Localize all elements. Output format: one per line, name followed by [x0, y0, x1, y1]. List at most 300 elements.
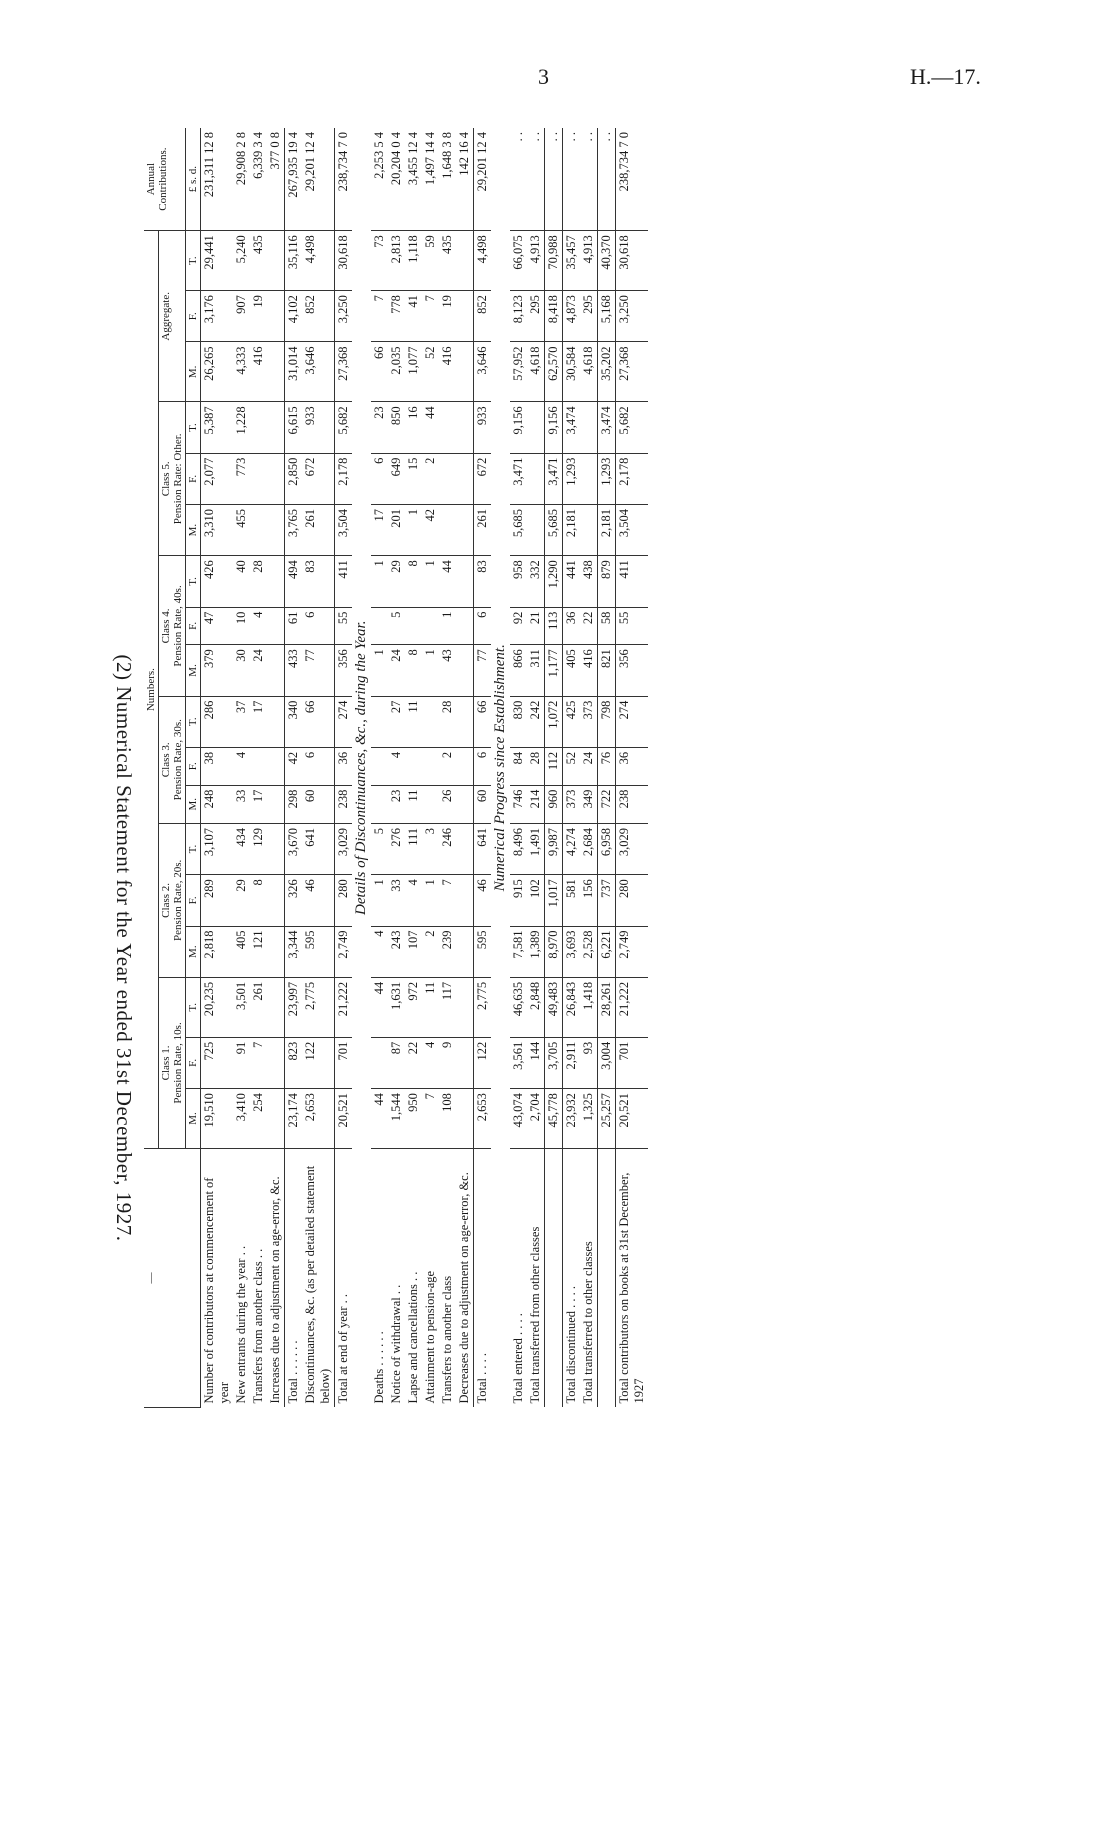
table-cell: 907: [233, 291, 250, 342]
table-cell: 1,017: [545, 875, 563, 926]
table-cell: 722: [598, 785, 616, 823]
table-cell: 4,498: [302, 231, 335, 291]
table-cell: [527, 402, 545, 453]
table-cell: 2,749: [616, 926, 649, 977]
table-cell: 246: [439, 823, 456, 874]
table-cell: 2,035: [388, 342, 405, 402]
table-cell: 494: [285, 556, 303, 607]
table-cell: 1,077: [405, 342, 422, 402]
table-cell: 933: [474, 402, 492, 453]
table-cell: 6: [302, 747, 335, 785]
table-cell: 3,176: [201, 291, 234, 342]
table-cell: 238,734 7 0: [616, 128, 649, 231]
table-cell: 29,201 12 4: [302, 128, 335, 231]
table-cell: 17: [371, 504, 388, 555]
table-cell: 298: [285, 785, 303, 823]
table-cell: 3,504: [335, 504, 353, 555]
table-cell: 15: [405, 453, 422, 504]
table-cell: 238: [616, 785, 649, 823]
table-cell: 28: [250, 556, 267, 607]
table-cell: 66: [371, 342, 388, 402]
table-cell: 3,765: [285, 504, 303, 555]
table-cell: 4,102: [285, 291, 303, 342]
table-cell: 581: [563, 875, 581, 926]
table-cell: 5,682: [616, 402, 649, 453]
discontinuances-section-title: Details of Discontinuances, &c., during the Year.: [353, 620, 369, 915]
table-row: [563, 128, 581, 1408]
table-cell: [456, 785, 474, 823]
table-row: [545, 128, 563, 1408]
table-cell: [456, 747, 474, 785]
table-cell: 595: [474, 926, 492, 977]
table-cell: 852: [302, 291, 335, 342]
table-cell: 35,457: [563, 231, 581, 291]
table-cell: 26,265: [201, 342, 234, 402]
table-cell: [405, 747, 422, 785]
table-cell: 6,615: [285, 402, 303, 453]
table-cell: [422, 607, 439, 645]
table-cell: 326: [285, 875, 303, 926]
table-cell: 6,339 3 4: [250, 128, 267, 231]
table-cell: 62,570: [545, 342, 563, 402]
table-cell: 46,635: [510, 977, 527, 1037]
table-cell: [527, 504, 545, 555]
table-cell: 129: [250, 823, 267, 874]
table-cell: 33: [388, 875, 405, 926]
table-cell: 107: [405, 926, 422, 977]
table-cell: 55: [335, 607, 353, 645]
table-cell: 1,544: [388, 1089, 405, 1149]
table-cell: 3,561: [510, 1037, 527, 1088]
row-label: Total discontinued . . . .: [563, 1149, 581, 1408]
table-cell: 60: [302, 785, 335, 823]
aggregate-header: Aggregate.: [159, 231, 186, 402]
row-label: Attainment to pension-age: [423, 1270, 437, 1404]
table-cell: 58: [598, 607, 616, 645]
table-cell: 311: [527, 645, 545, 696]
table-cell: 29: [233, 875, 250, 926]
table-cell: 1: [405, 504, 422, 555]
table-cell: 373: [563, 785, 581, 823]
subheader-m: M.: [186, 645, 201, 696]
row-label: New entrants during the year . .: [234, 1245, 248, 1404]
table-cell: 45,778: [545, 1089, 563, 1149]
statement-title: (2) Numerical Statement for the Year ended 31st December, 1927.: [112, 654, 136, 1242]
table-cell: 6,958: [598, 823, 616, 874]
row-label: Total . . . . . .: [285, 1149, 303, 1408]
table-cell: 267,935 19 4: [285, 128, 303, 231]
table-cell: [267, 1089, 285, 1149]
table-cell: 3,471: [545, 453, 563, 504]
table-cell: 43: [439, 645, 456, 696]
table-cell: 42: [285, 747, 303, 785]
table-cell: 36: [616, 747, 649, 785]
table-row: [201, 128, 234, 1408]
table-cell: 2,775: [474, 977, 492, 1037]
table-cell: 27,368: [616, 342, 649, 402]
table-cell: 19,510: [201, 1089, 234, 1149]
table-cell: 4: [405, 875, 422, 926]
table-cell: [267, 453, 285, 504]
table-cell: 77: [474, 645, 492, 696]
table-cell: 1: [371, 875, 388, 926]
table-cell: 4: [371, 926, 388, 977]
table-cell: . .: [545, 128, 563, 231]
table-cell: 40,370: [598, 231, 616, 291]
table-cell: [422, 747, 439, 785]
table-cell: 37: [233, 696, 250, 747]
table-cell: 4,913: [580, 231, 598, 291]
table-cell: 4: [388, 747, 405, 785]
table-cell: [422, 785, 439, 823]
table-cell: 55: [616, 607, 649, 645]
table-row: [580, 128, 598, 1408]
table-cell: 6: [474, 607, 492, 645]
table-cell: 121: [250, 926, 267, 977]
row-label: Transfers to another class: [440, 1275, 454, 1404]
subheader-m: M.: [186, 504, 201, 555]
table-cell: 2,178: [616, 453, 649, 504]
table-cell: 405: [563, 645, 581, 696]
row-label: Transfers from another class . .: [251, 1248, 265, 1404]
table-cell: 261: [474, 504, 492, 555]
table-cell: 3,705: [545, 1037, 563, 1088]
table-cell: 28,261: [598, 977, 616, 1037]
table-cell: 7: [422, 291, 439, 342]
table-cell: [267, 402, 285, 453]
table-cell: 44: [422, 402, 439, 453]
table-cell: 21,222: [616, 977, 649, 1037]
table-cell: 4,618: [580, 342, 598, 402]
subheader-m: M.: [186, 785, 201, 823]
table-cell: 25,257: [598, 1089, 616, 1149]
table-cell: 248: [201, 785, 234, 823]
table-row: [233, 128, 250, 1408]
table-cell: 852: [474, 291, 492, 342]
subheader-m: M.: [186, 1089, 201, 1149]
table-cell: 821: [598, 645, 616, 696]
table-cell: [580, 402, 598, 453]
numerical-statement-table: [144, 128, 648, 1408]
table-cell: 9,156: [510, 402, 527, 453]
table-cell: 435: [439, 231, 456, 291]
table-cell: [267, 977, 285, 1037]
table-cell: 672: [302, 453, 335, 504]
table-cell: 36: [335, 747, 353, 785]
table-cell: . .: [510, 128, 527, 231]
table-cell: 76: [598, 747, 616, 785]
table-cell: [456, 645, 474, 696]
table-cell: 1: [371, 556, 388, 607]
table-cell: 295: [580, 291, 598, 342]
table-cell: 3,455 12 4: [405, 128, 422, 231]
subheader-f: F.: [186, 875, 201, 926]
table-cell: . .: [563, 128, 581, 231]
row-label: Number of contributors at commencement of year: [202, 1177, 231, 1404]
table-cell: 2: [439, 747, 456, 785]
table-cell: 17: [250, 696, 267, 747]
table-cell: 915: [510, 875, 527, 926]
row-label: [598, 1149, 616, 1408]
table-cell: 24: [250, 645, 267, 696]
table-cell: 958: [510, 556, 527, 607]
table-cell: [527, 453, 545, 504]
table-cell: [371, 607, 388, 645]
table-cell: 1,293: [563, 453, 581, 504]
table-cell: 144: [527, 1037, 545, 1088]
table-cell: 866: [510, 645, 527, 696]
table-cell: [456, 556, 474, 607]
subheader-t: T.: [186, 977, 201, 1037]
table-cell: . .: [527, 128, 545, 231]
table-cell: 243: [388, 926, 405, 977]
table-cell: 66: [474, 696, 492, 747]
table-cell: 11: [422, 977, 439, 1037]
table-cell: 8,418: [545, 291, 563, 342]
table-cell: 31,014: [285, 342, 303, 402]
table-cell: 59: [422, 231, 439, 291]
table-cell: 214: [527, 785, 545, 823]
table-cell: 2,749: [335, 926, 353, 977]
document-reference: H.—17.: [910, 64, 981, 89]
table-cell: 286: [201, 696, 234, 747]
table-cell: 29,908 2 8: [233, 128, 250, 231]
table-cell: 7: [422, 1089, 439, 1149]
table-cell: [456, 823, 474, 874]
table-cell: 280: [616, 875, 649, 926]
class4-header: Class 4. Pension Rate, 40s.: [159, 556, 186, 696]
table-cell: [456, 504, 474, 555]
subheader-f: F.: [186, 291, 201, 342]
progress-section-title: Numerical Progress since Establishment.: [492, 644, 508, 892]
table-cell: 933: [302, 402, 335, 453]
table-cell: 238,734 7 0: [335, 128, 353, 231]
table-cell: 47: [201, 607, 234, 645]
table-cell: 850: [388, 402, 405, 453]
table-cell: 2,813: [388, 231, 405, 291]
table-cell: 2: [422, 453, 439, 504]
table-cell: [267, 504, 285, 555]
table-cell: 23,932: [563, 1089, 581, 1149]
table-cell: 20,204 0 4: [388, 128, 405, 231]
table-cell: 426: [201, 556, 234, 607]
table-cell: 405: [233, 926, 250, 977]
table-cell: [250, 453, 267, 504]
table-cell: 156: [580, 875, 598, 926]
table-cell: 19: [439, 291, 456, 342]
rotated-statement: [94, 88, 1114, 1808]
table-row: [388, 128, 405, 1408]
table-cell: 3,670: [285, 823, 303, 874]
table-row: [405, 128, 422, 1408]
table-cell: [456, 231, 474, 291]
table-row: [302, 128, 335, 1408]
table-cell: 60: [474, 785, 492, 823]
table-cell: [456, 875, 474, 926]
table-cell: 20,235: [201, 977, 234, 1037]
table-cell: [267, 926, 285, 977]
table-cell: 595: [302, 926, 335, 977]
table-cell: 29,201 12 4: [474, 128, 492, 231]
table-cell: 1,497 14 4: [422, 128, 439, 231]
table-cell: 356: [616, 645, 649, 696]
subheader-f: F.: [186, 747, 201, 785]
table-cell: 2,181: [598, 504, 616, 555]
table-cell: 280: [335, 875, 353, 926]
table-cell: 1,418: [580, 977, 598, 1037]
table-cell: 823: [285, 1037, 303, 1088]
table-cell: 242: [527, 696, 545, 747]
table-cell: 44: [439, 556, 456, 607]
table-cell: 5: [371, 823, 388, 874]
table-cell: 5,685: [545, 504, 563, 555]
table-cell: [371, 785, 388, 823]
table-cell: 435: [250, 231, 267, 291]
table-row: [598, 128, 616, 1408]
table-cell: [405, 607, 422, 645]
table-cell: 377 0 8: [267, 128, 285, 231]
table-cell: 83: [302, 556, 335, 607]
table-cell: 425: [563, 696, 581, 747]
table-cell: 111: [405, 823, 422, 874]
table-cell: 23: [371, 402, 388, 453]
table-cell: 3,474: [563, 402, 581, 453]
table-cell: 379: [201, 645, 234, 696]
table-row: [422, 128, 439, 1408]
table-cell: [456, 291, 474, 342]
table-cell: 41: [405, 291, 422, 342]
table-cell: 26,843: [563, 977, 581, 1037]
table-cell: 57,952: [510, 342, 527, 402]
table-row: [474, 128, 492, 1408]
table-cell: 274: [616, 696, 649, 747]
table-cell: 44: [371, 977, 388, 1037]
table-cell: 261: [302, 504, 335, 555]
table-cell: 4,333: [233, 342, 250, 402]
table-cell: 9: [439, 1037, 456, 1088]
table-cell: 3,471: [510, 453, 527, 504]
table-cell: 6,221: [598, 926, 616, 977]
table-cell: 40: [233, 556, 250, 607]
table-cell: 3,250: [335, 291, 353, 342]
table-cell: 2,253 5 4: [371, 128, 388, 231]
table-cell: 4,873: [563, 291, 581, 342]
table-cell: 2,818: [201, 926, 234, 977]
table-cell: 261: [250, 977, 267, 1037]
row-label: Total at end of year . .: [335, 1149, 353, 1408]
table-cell: 102: [527, 875, 545, 926]
table-row: [267, 128, 285, 1408]
table-cell: [371, 747, 388, 785]
table-cell: 5,240: [233, 231, 250, 291]
table-cell: [267, 785, 285, 823]
table-cell: 6: [474, 747, 492, 785]
class2-header: Class 2. Pension Rate, 20s.: [159, 823, 186, 977]
table-cell: 2,775: [302, 977, 335, 1037]
table-cell: 7: [439, 875, 456, 926]
table-cell: 2,684: [580, 823, 598, 874]
table-cell: 16: [405, 402, 422, 453]
table-cell: 93: [580, 1037, 598, 1088]
table-cell: 4: [233, 747, 250, 785]
table-cell: 30,618: [616, 231, 649, 291]
table-cell: 8: [250, 875, 267, 926]
table-cell: 52: [422, 342, 439, 402]
table-cell: 113: [545, 607, 563, 645]
table-cell: 416: [580, 645, 598, 696]
table-cell: 66,075: [510, 231, 527, 291]
subheader-f: F.: [186, 607, 201, 645]
table-cell: 4,498: [474, 231, 492, 291]
table-cell: 9,156: [545, 402, 563, 453]
table-cell: 11: [405, 785, 422, 823]
table-cell: 411: [616, 556, 649, 607]
table-cell: [456, 607, 474, 645]
table-cell: 3,029: [335, 823, 353, 874]
table-cell: 8: [405, 556, 422, 607]
table-cell: 83: [474, 556, 492, 607]
table-cell: [422, 696, 439, 747]
table-cell: 20,521: [335, 1089, 353, 1149]
table-row: [527, 128, 545, 1408]
table-cell: [267, 556, 285, 607]
table-cell: 30: [233, 645, 250, 696]
table-cell: 3,474: [598, 402, 616, 453]
table-cell: 8,496: [510, 823, 527, 874]
row-label: Total entered . . . .: [511, 1313, 525, 1404]
table-cell: 2,077: [201, 453, 234, 504]
table-cell: 972: [405, 977, 422, 1037]
table-cell: 1: [422, 556, 439, 607]
table-cell: 117: [439, 977, 456, 1037]
table-cell: [250, 747, 267, 785]
table-row: [439, 128, 456, 1408]
subheader-f: F.: [186, 453, 201, 504]
subheader-t: T.: [186, 231, 201, 291]
table-cell: 27: [388, 696, 405, 747]
table-cell: 42: [422, 504, 439, 555]
table-cell: 276: [388, 823, 405, 874]
table-cell: 1: [371, 645, 388, 696]
table-cell: 737: [598, 875, 616, 926]
table-cell: 434: [233, 823, 250, 874]
table-row: [616, 128, 649, 1408]
table-cell: [250, 402, 267, 453]
table-cell: 28: [439, 696, 456, 747]
numbers-header: Numbers.: [144, 231, 159, 1149]
table-row: [510, 128, 527, 1408]
table-cell: 46: [474, 875, 492, 926]
row-label: [545, 1149, 563, 1408]
table-cell: [456, 342, 474, 402]
table-cell: 798: [598, 696, 616, 747]
table-cell: 773: [233, 453, 250, 504]
table-cell: 438: [580, 556, 598, 607]
table-cell: 701: [616, 1037, 649, 1088]
table-row: [335, 128, 353, 1408]
table-cell: 7,581: [510, 926, 527, 977]
table-cell: [250, 504, 267, 555]
table-cell: [580, 504, 598, 555]
table-cell: 23,997: [285, 977, 303, 1037]
table-cell: 23: [388, 785, 405, 823]
table-cell: 274: [335, 696, 353, 747]
table-cell: 46: [302, 875, 335, 926]
table-cell: 641: [302, 823, 335, 874]
table-cell: 38: [201, 747, 234, 785]
table-cell: 295: [527, 291, 545, 342]
table-cell: 416: [439, 342, 456, 402]
